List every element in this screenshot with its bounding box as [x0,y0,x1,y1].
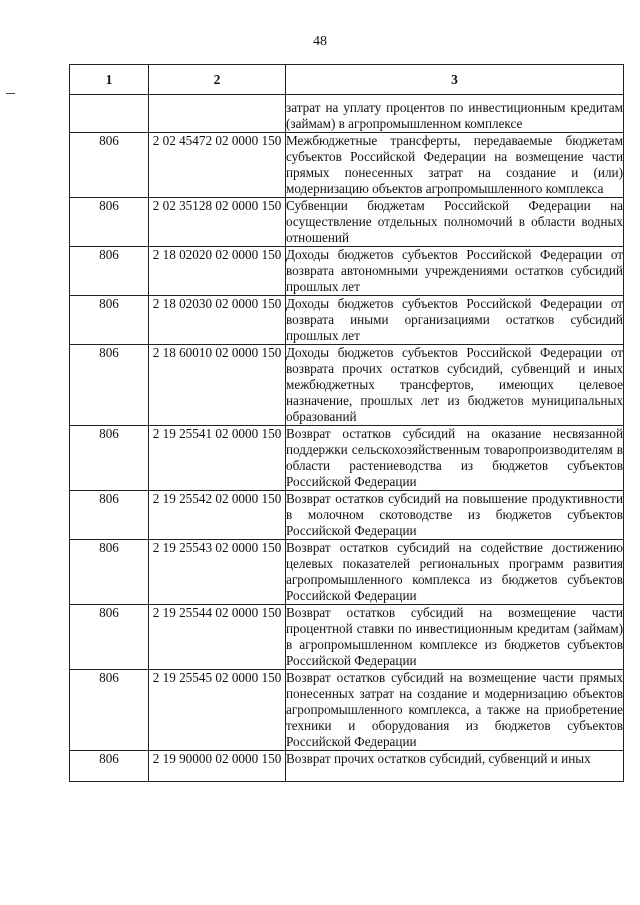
table-row [70,198,624,247]
header-col-3: 3 [286,65,624,95]
table-row [70,247,624,296]
row-budget-code: 2 18 02020 02 0000 150 [149,247,286,296]
row-budget-code: 2 18 02030 02 0000 150 [149,296,286,345]
row-budget-code: 2 19 25542 02 0000 150 [149,491,286,540]
income-codes-table [69,64,624,782]
header-col-1: 1 [70,65,149,95]
table-row [70,133,624,198]
table-row [70,95,624,133]
table-row [70,670,624,751]
row-budget-code: 2 19 90000 02 0000 150 [149,751,286,782]
row-description: Возврат остатков субсидий на повышение продуктивности в молочном скотоводстве из бюджетов субъектов Российской Федерации [286,491,623,538]
row-admin-code: 806 [70,605,149,670]
row-description: Межбюджетные трансферты, передаваемые бюджетам субъектов Российской Федерации на возмещение части прямых понесенных затрат на создание и (или) модернизацию объектов агропромышленного комплекса [286,133,623,196]
table-row [70,605,624,670]
table-row [70,426,624,491]
row-description: Субвенции бюджетам Российской Федерации на осуществление отдельных полномочий в области водных отношений [286,198,623,245]
page-number: 48 [313,34,327,49]
table-row [70,540,624,605]
row-budget-code: 2 02 45472 02 0000 150 [149,133,286,198]
table-row [70,345,624,426]
row-description: Возврат прочих остатков субсидий, субвенций и иных [286,751,624,782]
row-budget-code: 2 02 35128 02 0000 150 [149,198,286,247]
row-admin-code: 806 [70,247,149,296]
row-description: Возврат остатков субсидий на возмещение части прямых понесенных затрат на создание и модернизацию объектов агропромышленного комплекса, а также на приобретение техники и оборудования из бюджетов субъектов Российской Федерации [286,670,623,749]
row-description: Доходы бюджетов субъектов Российской Федерации от возврата прочих остатков субсидий, субвенций и иных межбюджетных трансфертов, имеющих целевое назначение, прошлых лет из бюджетов муниципальных образований [286,345,623,424]
row-admin-code: 806 [70,491,149,540]
row-budget-code: 2 19 25544 02 0000 150 [149,605,286,670]
table-row [70,491,624,540]
row-admin-code: 806 [70,751,149,782]
table-row [70,751,624,782]
row-budget-code: 2 19 25545 02 0000 150 [149,670,286,751]
table-row [70,296,624,345]
row-description: Доходы бюджетов субъектов Российской Федерации от возврата иными организациями остатков субсидий прошлых лет [286,296,623,343]
row-description: Доходы бюджетов субъектов Российской Федерации от возврата автономными учреждениями остатков субсидий прошлых лет [286,247,623,294]
row-description: затрат на уплату процентов по инвестиционным кредитам (займам) в агропромышленном комплексе [286,95,624,133]
row-admin-code: 806 [70,540,149,605]
row-budget-code [149,95,286,133]
row-budget-code: 2 19 25543 02 0000 150 [149,540,286,605]
row-admin-code: 806 [70,426,149,491]
row-admin-code: 806 [70,670,149,751]
row-description: Возврат остатков субсидий на возмещение части процентной ставки по инвестиционным кредитам (займам) в агропромышленном комплексе из бюджетов субъектов Российской Федерации [286,605,623,668]
row-budget-code: 2 19 25541 02 0000 150 [149,426,286,491]
row-description: Возврат остатков субсидий на оказание несвязанной поддержки сельскохозяйственным товаропроизводителям в области растениеводства из бюджетов субъектов Российской Федерации [286,426,623,489]
row-admin-code [70,95,149,133]
header-col-2: 2 [149,65,286,95]
row-admin-code: 806 [70,345,149,426]
row-admin-code: 806 [70,133,149,198]
table-header-row [70,65,624,95]
margin-mark [6,93,15,94]
row-budget-code: 2 18 60010 02 0000 150 [149,345,286,426]
row-admin-code: 806 [70,296,149,345]
row-description: Возврат остатков субсидий на содействие достижению целевых показателей региональных программ развития агропромышленного комплекса из бюджетов субъектов Российской Федерации [286,540,623,603]
row-admin-code: 806 [70,198,149,247]
